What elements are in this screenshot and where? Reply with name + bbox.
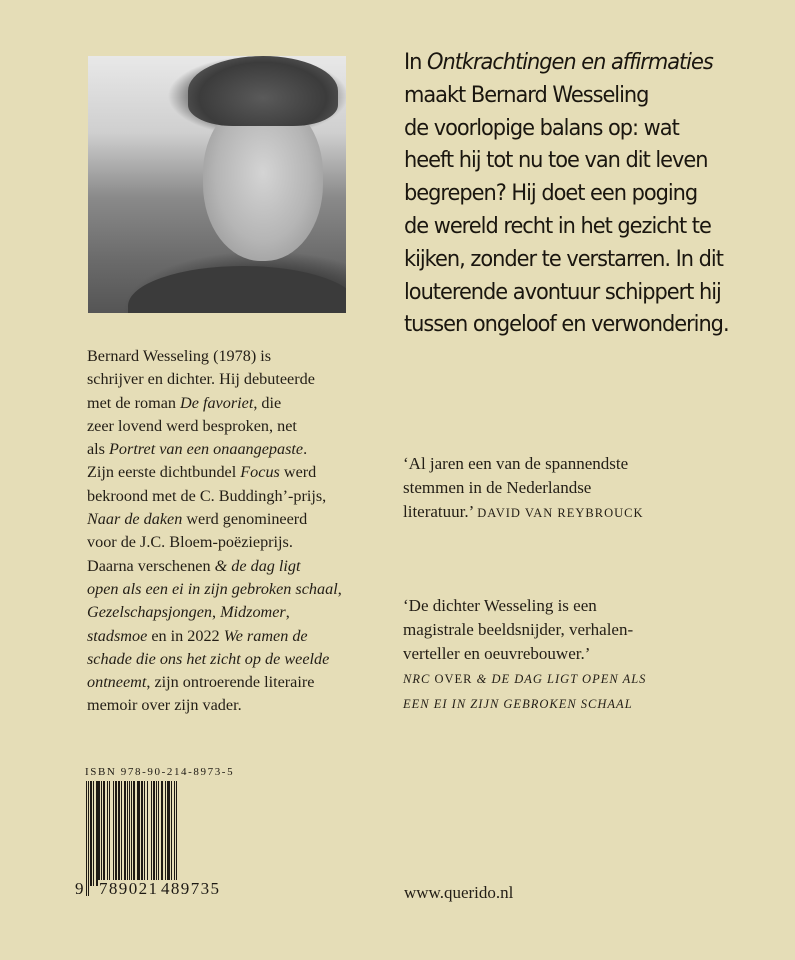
publisher-website[interactable]: www.querido.nl	[404, 883, 514, 902]
quote-line	[403, 500, 763, 525]
bio-title-italic: Portret van een onaangepaste	[109, 440, 304, 459]
bio-text: werd genomineerd	[182, 510, 308, 529]
quote-line: ‘Al jaren een van de spannendste	[403, 454, 629, 473]
bio-text: Daarna verschenen	[87, 556, 215, 575]
blurb-line: maakt Bernard Wesseling	[404, 81, 649, 108]
bio-title-italic: Naar de daken	[87, 510, 183, 529]
bio-line	[87, 392, 397, 415]
bio-text: Bernard Wesseling (1978) is	[87, 347, 272, 365]
author-bio	[87, 345, 397, 718]
attribution-line	[403, 691, 763, 716]
blurb-line: heeft hij tot nu toe van dit leven	[404, 147, 708, 174]
blurb-line: de voorlopige balans op: wat	[404, 114, 679, 141]
bio-text: en in 2022	[147, 626, 224, 645]
bio-line	[87, 555, 397, 578]
blurb-line: begrepen? Hij doet een poging	[404, 180, 698, 207]
bio-line	[87, 368, 397, 391]
bio-title-italic: open als een ei in zijn gebroken schaal	[87, 579, 338, 598]
photo-shirt	[128, 266, 346, 313]
bio-text: schrijver en dichter. Hij debuteerde	[87, 370, 315, 389]
bio-text: zeer lovend werd besproken, net	[87, 416, 297, 435]
bio-line	[87, 601, 397, 624]
quote-line: magistrale beeldsnijder, verhalen-	[403, 620, 634, 639]
bio-title-italic: Gezelschapsjongen	[87, 603, 212, 622]
blurb-line: de wereld recht in het gezicht te	[404, 212, 711, 239]
bio-text: Zijn eerste dichtbundel	[87, 463, 241, 482]
bio-title-italic: schade die ons het zicht op de weelde	[87, 649, 330, 668]
bio-line	[87, 578, 397, 601]
bio-text: , zijn ontroerende literaire	[146, 673, 315, 692]
quote-line: verteller en oeuvrebouwer.’	[403, 644, 591, 663]
bio-text: ,	[285, 603, 290, 622]
quote-attribution: DAVID VAN REYBROUCK	[477, 506, 644, 520]
blurb-prefix: In	[404, 49, 428, 75]
author-photo	[88, 56, 346, 313]
quote-attribution	[403, 666, 763, 716]
bio-line	[87, 345, 397, 368]
bio-line	[87, 694, 397, 717]
bio-text: .	[303, 440, 308, 459]
quote-line: stemmen in de Nederlandse	[403, 478, 592, 497]
attribution-text: EEN EI IN ZIJN GEBROKEN SCHAAL	[403, 697, 633, 711]
bio-text: als	[87, 440, 110, 459]
bio-text: memoir over zijn vader.	[87, 696, 242, 715]
bio-line	[87, 415, 397, 438]
attribution-text: & DE DAG LIGT OPEN ALS	[476, 672, 647, 686]
bio-text: , die	[253, 393, 282, 412]
blurb-line: louterende avontuur schippert hij	[404, 278, 721, 305]
bio-line	[87, 671, 397, 694]
bio-text: bekroond met de C. Buddingh’-prijs,	[87, 486, 327, 505]
blurb-line	[404, 46, 739, 79]
bio-text: ,	[211, 603, 221, 622]
bio-title-italic: stadsmoe	[87, 626, 148, 645]
blurb-text	[404, 46, 739, 341]
bio-line	[87, 531, 397, 554]
photo-hair	[188, 56, 338, 126]
bio-text: voor de J.C. Bloem-poëzieprijs.	[87, 533, 293, 552]
review-quote-2	[403, 594, 763, 716]
review-quote-1	[403, 452, 763, 525]
bio-title-italic: Midzomer	[220, 603, 286, 622]
barcode-digit-first: 9	[75, 879, 85, 898]
bio-line	[87, 461, 397, 484]
attribution-text: NRC	[403, 672, 431, 686]
bio-line	[87, 625, 397, 648]
attribution-line	[403, 666, 763, 691]
bio-line	[87, 508, 397, 531]
bio-text: ,	[337, 579, 342, 598]
bio-line	[87, 648, 397, 671]
bio-title-italic: & de dag ligt	[214, 556, 301, 575]
bio-line	[87, 438, 397, 461]
book-title: Ontkrachtingen en affirmaties	[427, 49, 713, 75]
quote-line: ‘De dichter Wesseling is een	[403, 596, 597, 615]
blurb-line: tussen ongeloof en verwondering.	[404, 311, 729, 338]
attribution-text: OVER	[430, 672, 477, 686]
bio-title-italic: ontneemt	[87, 673, 147, 692]
quote-line-text: literatuur.’	[403, 502, 474, 521]
bio-line	[87, 485, 397, 508]
bio-text: met de roman	[87, 393, 181, 412]
bio-title-italic: De favoriet	[180, 393, 254, 412]
barcode-digits-left: 789021	[99, 879, 159, 898]
bio-title-italic: We ramen de	[223, 626, 308, 645]
blurb-line: kijken, zonder te verstarren. In dit	[404, 245, 723, 272]
bio-title-italic: Focus	[240, 463, 280, 482]
isbn-label: ISBN 978-90-214-8973-5	[85, 766, 235, 778]
barcode-digits-right: 489735	[161, 879, 221, 898]
bio-text: werd	[279, 463, 317, 482]
